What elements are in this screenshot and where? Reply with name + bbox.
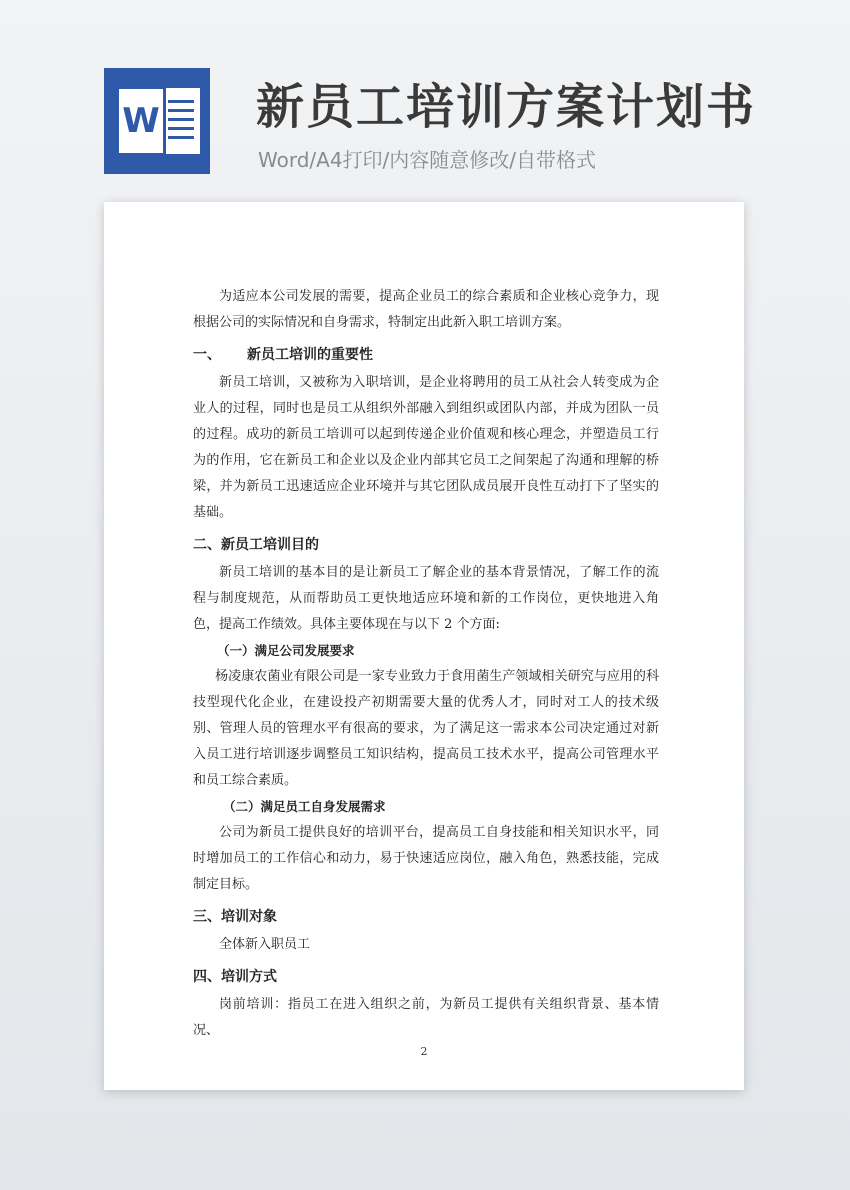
intro-paragraph: 为适应本公司发展的需要，提高企业员工的综合素质和企业核心竞争力，现根据公司的实际情况和自身需求，特制定出此新入职工培训方案。 — [193, 289, 659, 330]
word-letter-badge: W — [116, 86, 166, 156]
document-body — [193, 284, 659, 1044]
page-number: 2 — [420, 1045, 428, 1058]
page-title: 新员工培训方案计划书 — [256, 79, 757, 135]
subsection-2-1-paragraph: 杨凌康农菌业有限公司是一家专业致力于食用菌生产领域相关研究与应用的科技型现代化企业，在建设投产初期需要大量的优秀人才，同时对工人的技术级别、管理人员的管理水平有很高的要求，为了满足这一需求本公司决定通过对新入员工进行培训逐步调整员工知识结构，提高员工技术水平，提高公司管理水平和员工综合素质。 — [193, 669, 659, 788]
section-1-number: 一、 — [193, 347, 221, 363]
document-lines-graphic — [160, 88, 200, 154]
section-1-title: 新员工培训的重要性 — [247, 347, 373, 363]
section-2-paragraph: 新员工培训的基本目的是让新员工了解企业的基本背景情况，了解工作的流程与制度规范，从而帮助员工更快地适应环境和新的工作岗位，更快地进入角色，提高工作绩效。具体主要体现在与以下 2 个方面: — [193, 565, 659, 632]
section-3-paragraph: 全体新入职员工 — [219, 937, 311, 952]
section-1-heading — [193, 340, 659, 370]
document-page — [104, 202, 744, 1090]
subsection-2-2-paragraph: 公司为新员工提供良好的培训平台，提高员工自身技能和相关知识水平，同时增加员工的工作信心和动力，易于快速适应岗位，融入角色，熟悉技能，完成制定目标。 — [193, 825, 659, 892]
section-2-heading: 二、新员工培训目的 — [193, 537, 319, 553]
page-subtitle: Word/A4打印/内容随意修改/自带格式 — [258, 148, 597, 172]
subsection-2-1-heading: （一）满足公司发展要求 — [217, 643, 355, 658]
word-app-icon — [104, 68, 210, 174]
section-1-paragraph: 新员工培训，又被称为入职培训，是企业将聘用的员工从社会人转变成为企业人的过程，同时也是员工从组织外部融入到组织或团队内部，并成为团队一员的过程。成功的新员工培训可以起到传递企业价值观和核心理念，并塑造员工行为的作用，它在新员工和企业以及企业内部其它员工之间架起了沟通和理解的桥梁，并为新员工迅速适应企业环境并与其它团队成员展开良性互动打下了坚实的基础。 — [193, 375, 659, 520]
subsection-2-2-heading: （二）满足员工自身发展需求 — [223, 799, 386, 814]
section-4-paragraph: 岗前培训：指员工在进入组织之前，为新员工提供有关组织背景、基本情况、 — [193, 997, 659, 1038]
section-3-heading: 三、培训对象 — [193, 909, 277, 925]
section-4-heading: 四、培训方式 — [193, 969, 277, 985]
